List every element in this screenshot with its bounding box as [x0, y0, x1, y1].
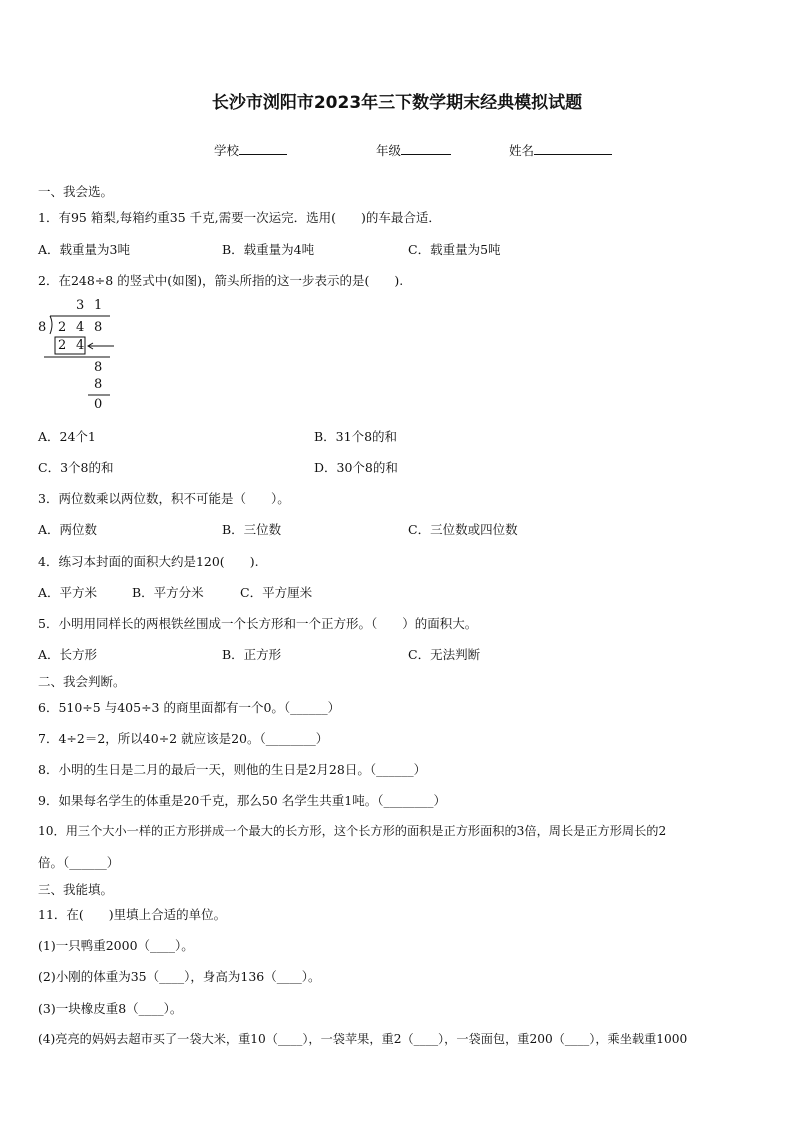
- question-2-option-b[interactable]: B．31个8的和: [314, 429, 398, 444]
- dividend-digit: 8: [94, 320, 103, 335]
- final-remainder: 0: [94, 397, 103, 412]
- divisor-digit: 8: [38, 320, 47, 335]
- dividend-digit: 2: [58, 320, 67, 335]
- question-7: 7．4÷2＝2，所以40÷2 就应该是20。（________）: [38, 731, 329, 746]
- name-label: 姓名: [509, 143, 535, 158]
- grade-blank[interactable]: [401, 142, 451, 155]
- grade-field: [376, 141, 451, 159]
- section-heading-judge: 二、我会判断。: [38, 674, 126, 689]
- question-9: 9．如果每名学生的体重是20千克，那么50 名学生共重1吨。（________）: [38, 793, 446, 808]
- long-division-lines: [36, 298, 126, 418]
- question-1-option-b[interactable]: B．载重量为4吨: [222, 242, 315, 257]
- school-label: 学校: [214, 143, 240, 158]
- name-blank[interactable]: [534, 142, 612, 155]
- quotient-digit: 3: [76, 298, 85, 313]
- remainder-digit: 8: [94, 360, 103, 375]
- question-5-option-b[interactable]: B．正方形: [222, 647, 282, 662]
- question-2-stem: 2．在248÷8 的竖式中(如图)，箭头所指的这一步表示的是( ).: [38, 273, 404, 288]
- page-title: 长沙市浏阳市2023年三下数学期末经典模拟试题: [211, 93, 583, 113]
- question-3-option-b[interactable]: B．三位数: [222, 522, 282, 537]
- long-division-figure: [36, 298, 126, 418]
- school-blank[interactable]: [239, 142, 287, 155]
- question-10-line-1: 10．用三个大小一样的正方形拼成一个最大的长方形，这个长方形的面积是正方形面积的3倍，周长是正方形周长的2: [38, 824, 667, 838]
- step-digit: 8: [94, 377, 103, 392]
- section-heading-choice: 一、我会选。: [38, 184, 114, 199]
- name-field: [509, 141, 612, 159]
- grade-label: 年级: [376, 143, 402, 158]
- question-5-stem: 5．小明用同样长的两根铁丝围成一个长方形和一个正方形。（ ）的面积大。: [38, 616, 478, 631]
- question-4-option-a[interactable]: A．平方米: [38, 585, 98, 600]
- question-3-stem: 3．两位数乘以两位数，积不可能是（ ）。: [38, 491, 290, 506]
- step-digit: 2: [58, 338, 67, 353]
- step-digit: 4: [76, 338, 85, 353]
- question-4-option-c[interactable]: C．平方厘米: [240, 585, 313, 600]
- question-5-option-c[interactable]: C．无法判断: [408, 647, 481, 662]
- question-3-option-a[interactable]: A．两位数: [38, 522, 98, 537]
- section-heading-fill: 三、我能填。: [38, 882, 114, 897]
- question-2-option-a[interactable]: A．24个1: [38, 429, 96, 444]
- question-1-option-c[interactable]: C．载重量为5吨: [408, 242, 501, 257]
- question-11-part-2: (2)小刚的体重为35（____），身高为136（____）。: [38, 969, 321, 984]
- school-field: [214, 141, 287, 159]
- question-10-line-2: 倍。（______）: [38, 855, 120, 870]
- question-2-option-c[interactable]: C．3个8的和: [38, 460, 114, 475]
- question-11-part-1: (1)一只鸭重2000（____）。: [38, 938, 194, 953]
- question-4-stem: 4．练习本封面的面积大约是120( ).: [38, 554, 259, 569]
- question-1-stem: 1．有95 箱梨,每箱约重35 千克,需要一次运完．选用( )的车最合适．: [38, 210, 441, 225]
- question-11-part-3: (3)一块橡皮重8（____）。: [38, 1001, 183, 1016]
- question-6: 6．510÷5 与405÷3 的商里面都有一个0。（______）: [38, 700, 341, 715]
- question-11-stem: 11．在( )里填上合适的单位。: [38, 907, 227, 922]
- question-5-option-a[interactable]: A．长方形: [38, 647, 98, 662]
- question-8: 8．小明的生日是二月的最后一天，则他的生日是2月28日。（______）: [38, 762, 427, 777]
- question-3-option-c[interactable]: C．三位数或四位数: [408, 522, 518, 537]
- question-11-part-4: (4)亮亮的妈妈去超市买了一袋大米，重10（____），一袋苹果，重2（____），一袋面包，重200（____），乘坐载重1000: [38, 1032, 688, 1046]
- dividend-digit: 4: [76, 320, 85, 335]
- question-2-option-d[interactable]: D．30个8的和: [314, 460, 398, 475]
- question-4-option-b[interactable]: B．平方分米: [132, 585, 204, 600]
- question-1-option-a[interactable]: A．载重量为3吨: [38, 242, 130, 257]
- quotient-digit: 1: [94, 298, 103, 313]
